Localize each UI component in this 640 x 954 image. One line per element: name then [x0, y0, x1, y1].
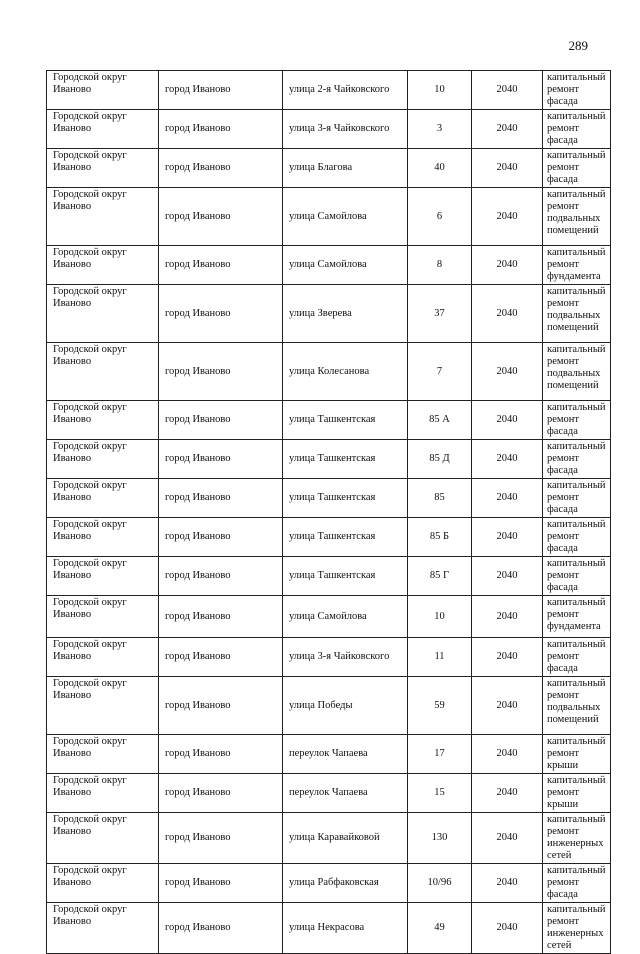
city-cell: город Иваново — [159, 401, 283, 440]
okrug-cell: Городской округ Иваново — [47, 110, 159, 149]
house-number-cell: 10 — [408, 71, 472, 110]
city-cell: город Иваново — [159, 188, 283, 246]
street-cell: улица Благова — [283, 149, 408, 188]
year-cell: 2040 — [472, 864, 543, 903]
year-cell: 2040 — [472, 774, 543, 813]
table-row — [47, 518, 611, 557]
city-cell: город Иваново — [159, 440, 283, 479]
okrug-cell: Городской округ Иваново — [47, 677, 159, 735]
okrug-cell: Городской округ Иваново — [47, 864, 159, 903]
year-cell: 2040 — [472, 557, 543, 596]
street-cell: улица 3-я Чайковского — [283, 638, 408, 677]
city-cell: город Иваново — [159, 864, 283, 903]
city-cell: город Иваново — [159, 110, 283, 149]
table-row — [47, 71, 611, 110]
city-cell: город Иваново — [159, 518, 283, 557]
city-cell: город Иваново — [159, 813, 283, 864]
street-cell: улица Некрасова — [283, 903, 408, 954]
house-number-cell: 49 — [408, 903, 472, 954]
year-cell: 2040 — [472, 813, 543, 864]
table-row — [47, 246, 611, 285]
city-cell: город Иваново — [159, 149, 283, 188]
okrug-cell: Городской округ Иваново — [47, 557, 159, 596]
house-number-cell: 8 — [408, 246, 472, 285]
street-cell: улица Зверева — [283, 285, 408, 343]
year-cell: 2040 — [472, 735, 543, 774]
table-row — [47, 813, 611, 864]
table-row — [47, 557, 611, 596]
okrug-cell: Городской округ Иваново — [47, 903, 159, 954]
year-cell: 2040 — [472, 638, 543, 677]
work-type-cell: капитальный ремонт фасада — [543, 638, 611, 677]
table-row — [47, 440, 611, 479]
okrug-cell: Городской округ Иваново — [47, 813, 159, 864]
street-cell: улица Ташкентская — [283, 401, 408, 440]
okrug-cell: Городской округ Иваново — [47, 440, 159, 479]
work-type-cell: капитальный ремонт фасада — [543, 864, 611, 903]
okrug-cell: Городской округ Иваново — [47, 71, 159, 110]
work-type-cell: капитальный ремонт инженерных сетей — [543, 813, 611, 864]
table-row — [47, 596, 611, 638]
house-number-cell: 85 А — [408, 401, 472, 440]
work-type-cell: капитальный ремонт фундамента — [543, 596, 611, 638]
repair-schedule-table — [46, 70, 611, 954]
table-row — [47, 479, 611, 518]
city-cell: город Иваново — [159, 735, 283, 774]
city-cell: город Иваново — [159, 343, 283, 401]
street-cell: улица Ташкентская — [283, 440, 408, 479]
okrug-cell: Городской округ Иваново — [47, 735, 159, 774]
table-row — [47, 188, 611, 246]
work-type-cell: капитальный ремонт инженерных сетей — [543, 903, 611, 954]
house-number-cell: 10 — [408, 596, 472, 638]
work-type-cell: капитальный ремонт крыши — [543, 774, 611, 813]
table-row — [47, 638, 611, 677]
street-cell: улица Колесанова — [283, 343, 408, 401]
city-cell: город Иваново — [159, 596, 283, 638]
house-number-cell: 15 — [408, 774, 472, 813]
table-row — [47, 774, 611, 813]
table-row — [47, 149, 611, 188]
work-type-cell: капитальный ремонт фасада — [543, 149, 611, 188]
house-number-cell: 59 — [408, 677, 472, 735]
work-type-cell: капитальный ремонт фасада — [543, 401, 611, 440]
work-type-cell: капитальный ремонт фундамента — [543, 246, 611, 285]
year-cell: 2040 — [472, 71, 543, 110]
table-row — [47, 735, 611, 774]
year-cell: 2040 — [472, 401, 543, 440]
street-cell: улица Самойлова — [283, 246, 408, 285]
house-number-cell: 6 — [408, 188, 472, 246]
house-number-cell: 10/96 — [408, 864, 472, 903]
city-cell: город Иваново — [159, 903, 283, 954]
house-number-cell: 11 — [408, 638, 472, 677]
table-body — [47, 71, 611, 954]
house-number-cell: 40 — [408, 149, 472, 188]
year-cell: 2040 — [472, 110, 543, 149]
work-type-cell: капитальный ремонт подвальных помещений — [543, 677, 611, 735]
table-row — [47, 401, 611, 440]
city-cell: город Иваново — [159, 71, 283, 110]
street-cell: улица Каравайковой — [283, 813, 408, 864]
year-cell: 2040 — [472, 440, 543, 479]
page-number: 289 — [568, 38, 588, 53]
okrug-cell: Городской округ Иваново — [47, 285, 159, 343]
okrug-cell: Городской округ Иваново — [47, 479, 159, 518]
house-number-cell: 85 Б — [408, 518, 472, 557]
work-type-cell: капитальный ремонт фасада — [543, 479, 611, 518]
okrug-cell: Городской округ Иваново — [47, 343, 159, 401]
year-cell: 2040 — [472, 903, 543, 954]
work-type-cell: капитальный ремонт подвальных помещений — [543, 188, 611, 246]
street-cell: переулок Чапаева — [283, 735, 408, 774]
okrug-cell: Городской округ Иваново — [47, 188, 159, 246]
city-cell: город Иваново — [159, 285, 283, 343]
street-cell: улица Самойлова — [283, 596, 408, 638]
work-type-cell: капитальный ремонт фасада — [543, 557, 611, 596]
work-type-cell: капитальный ремонт крыши — [543, 735, 611, 774]
table-row — [47, 903, 611, 954]
okrug-cell: Городской округ Иваново — [47, 246, 159, 285]
work-type-cell: капитальный ремонт фасада — [543, 440, 611, 479]
okrug-cell: Городской округ Иваново — [47, 149, 159, 188]
year-cell: 2040 — [472, 149, 543, 188]
okrug-cell: Городской округ Иваново — [47, 401, 159, 440]
work-type-cell: капитальный ремонт подвальных помещений — [543, 343, 611, 401]
okrug-cell: Городской округ Иваново — [47, 518, 159, 557]
year-cell: 2040 — [472, 285, 543, 343]
work-type-cell: капитальный ремонт фасада — [543, 71, 611, 110]
year-cell: 2040 — [472, 596, 543, 638]
street-cell: улица Победы — [283, 677, 408, 735]
table-row — [47, 677, 611, 735]
street-cell: улица 3-я Чайковского — [283, 110, 408, 149]
city-cell: город Иваново — [159, 557, 283, 596]
street-cell: переулок Чапаева — [283, 774, 408, 813]
table-row — [47, 343, 611, 401]
street-cell: улица Ташкентская — [283, 557, 408, 596]
okrug-cell: Городской округ Иваново — [47, 596, 159, 638]
okrug-cell: Городской округ Иваново — [47, 774, 159, 813]
year-cell: 2040 — [472, 246, 543, 285]
year-cell: 2040 — [472, 479, 543, 518]
street-cell: улица 2-я Чайковского — [283, 71, 408, 110]
city-cell: город Иваново — [159, 677, 283, 735]
street-cell: улица Самойлова — [283, 188, 408, 246]
house-number-cell: 37 — [408, 285, 472, 343]
city-cell: город Иваново — [159, 638, 283, 677]
street-cell: улица Ташкентская — [283, 518, 408, 557]
year-cell: 2040 — [472, 188, 543, 246]
city-cell: город Иваново — [159, 246, 283, 285]
work-type-cell: капитальный ремонт фасада — [543, 110, 611, 149]
year-cell: 2040 — [472, 343, 543, 401]
table-row — [47, 864, 611, 903]
year-cell: 2040 — [472, 518, 543, 557]
table-row — [47, 110, 611, 149]
okrug-cell: Городской округ Иваново — [47, 638, 159, 677]
house-number-cell: 130 — [408, 813, 472, 864]
house-number-cell: 85 — [408, 479, 472, 518]
house-number-cell: 7 — [408, 343, 472, 401]
house-number-cell: 3 — [408, 110, 472, 149]
street-cell: улица Рабфаковская — [283, 864, 408, 903]
table-row — [47, 285, 611, 343]
house-number-cell: 85 Г — [408, 557, 472, 596]
work-type-cell: капитальный ремонт фасада — [543, 518, 611, 557]
work-type-cell: капитальный ремонт подвальных помещений — [543, 285, 611, 343]
street-cell: улица Ташкентская — [283, 479, 408, 518]
house-number-cell: 85 Д — [408, 440, 472, 479]
city-cell: город Иваново — [159, 479, 283, 518]
house-number-cell: 17 — [408, 735, 472, 774]
city-cell: город Иваново — [159, 774, 283, 813]
year-cell: 2040 — [472, 677, 543, 735]
